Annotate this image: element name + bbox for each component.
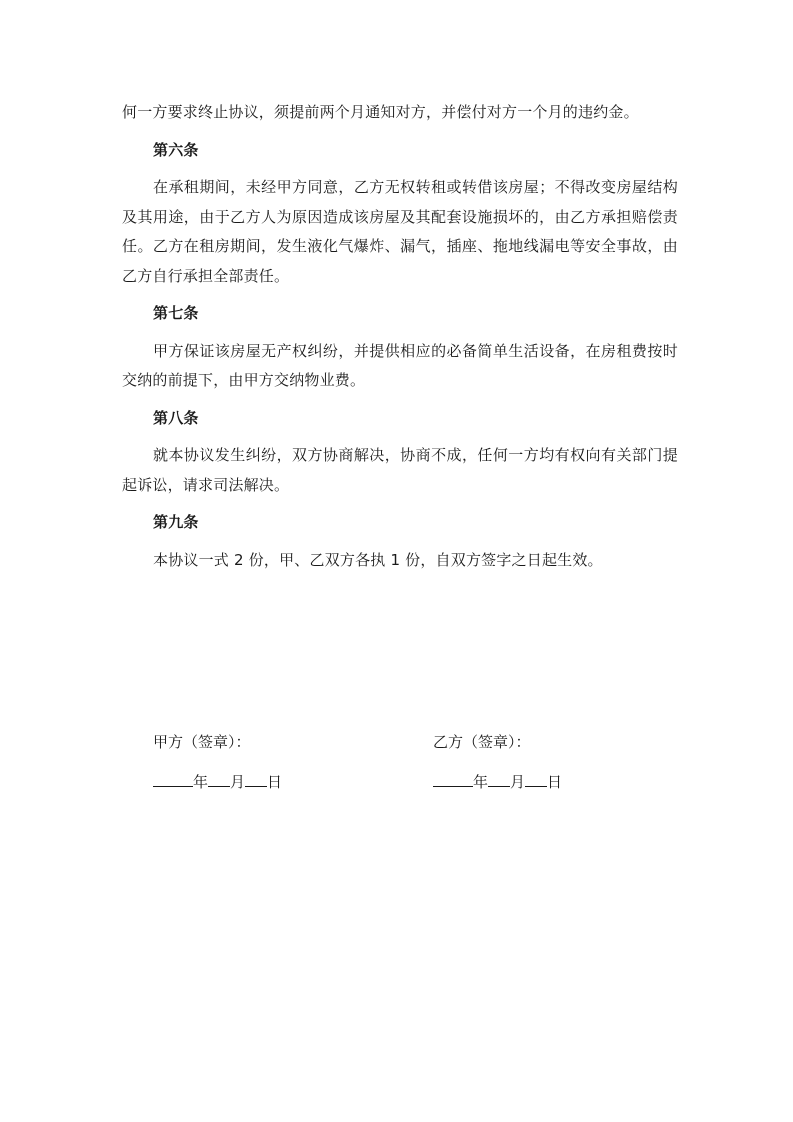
day-label: 日 — [267, 773, 283, 791]
document-body — [122, 98, 678, 583]
party-b-label: 乙方（签章）： — [433, 733, 531, 751]
article-7-heading: 第七条 — [153, 304, 199, 322]
article-7-text: 甲方保证该房屋无产权纠纷，并提供相应的必备简单生活设备，在房租费按时交纳的前提下，由甲方交纳物业费。 — [122, 341, 678, 389]
year-blank — [433, 768, 473, 787]
party-a-date — [153, 768, 393, 796]
party-a-label: 甲方（签章）： — [153, 733, 251, 751]
article-9-heading: 第九条 — [153, 513, 199, 531]
year-label: 年 — [473, 773, 489, 791]
day-blank — [525, 768, 547, 787]
article-8-text: 就本协议发生纠纷，双方协商解决，协商不成，任何一方均有权向有关部门提起诉讼，请求司法解决。 — [122, 446, 678, 494]
paragraph-termination-notice: 何一方要求终止协议，须提前两个月通知对方，并偿付对方一个月的违约金。 — [122, 103, 639, 121]
article-9-text: 本协议一式 2 份，甲、乙双方各执 1 份，自双方签字之日起生效。 — [153, 550, 603, 569]
year-label: 年 — [193, 773, 209, 791]
party-a-signature — [153, 728, 393, 796]
article-6-heading: 第六条 — [153, 140, 199, 159]
party-b-signature — [433, 728, 673, 796]
month-label: 月 — [230, 773, 246, 791]
year-blank — [153, 768, 193, 787]
day-blank — [245, 768, 267, 787]
month-label: 月 — [510, 773, 526, 791]
month-blank — [488, 768, 510, 787]
party-b-date — [433, 768, 673, 796]
article-8-heading: 第八条 — [153, 408, 199, 427]
article-6-text: 在承租期间，未经甲方同意，乙方无权转租或转借该房屋；不得改变房屋结构及其用途，由于乙方人为原因造成该房屋及其配套设施损坏的，由乙方承担赔偿责任。乙方在租房期间，发生液化气爆炸、漏气，插座、拖地线漏电等安全事故，由乙方自行承担全部责任。 — [122, 178, 678, 285]
month-blank — [208, 768, 230, 787]
day-label: 日 — [547, 773, 563, 791]
